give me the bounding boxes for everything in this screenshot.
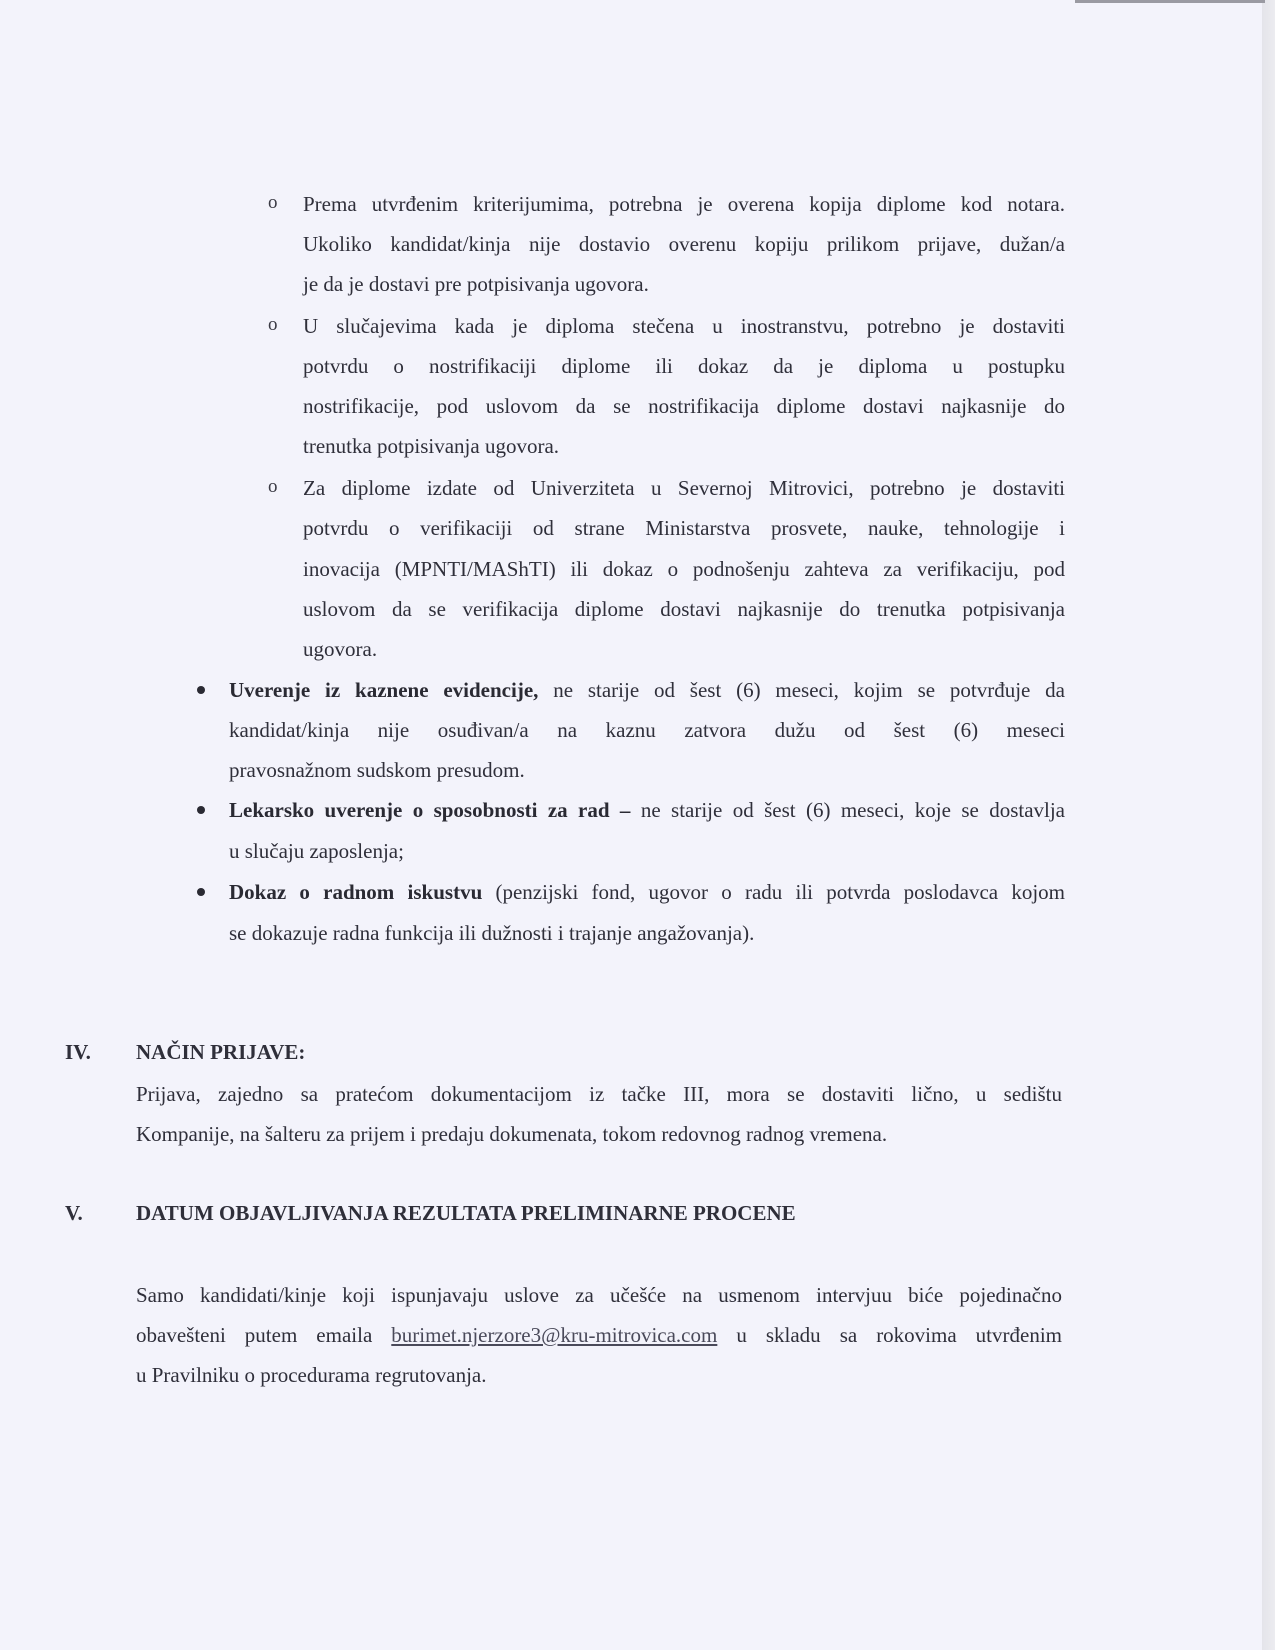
sub-bullet-marker: o (268, 314, 278, 335)
bullet-3-line-2: se dokazuje radna funkcija ili dužnosti i trajanje angažovanja). (229, 921, 755, 945)
bullet-1-line-3: pravosnažnom sudskom presudom. (229, 758, 525, 782)
scan-edge (1262, 0, 1275, 1650)
sub-item-3-line-3: inovacija (MPNTI/MAShTI) ili dokaz o podnošenju zahteva za verifikaciju, pod (303, 557, 1065, 581)
section-v-line-1: Samo kandidati/kinje koji ispunjavaju uslove za učešće na usmenom intervjuu biće pojedinačno (136, 1283, 1062, 1307)
section-iv-line-1: Prijava, zajedno sa pratećom dokumentacijom iz tačke III, mora se dostaviti lično, u sedištu (136, 1082, 1062, 1106)
section-v-line-2-before: obavešteni putem emaila (136, 1323, 392, 1347)
sub-item-2-line-3: nostrifikacije, pod uslovom da se nostrifikacija diplome dostavi najkasnije do (303, 394, 1065, 418)
section-v-line-2-after: u skladu sa rokovima utvrđenim (717, 1323, 1062, 1347)
sub-item-3-line-5: ugovora. (303, 637, 378, 661)
bullet-1-line-1 (229, 677, 1065, 703)
sub-item-1-line-3: je da je dostavi pre potpisivanja ugovora. (303, 272, 649, 296)
section-v-number: V. (65, 1201, 83, 1225)
sub-item-2-line-1: U slučajevima kada je diploma stečena u inostranstvu, potrebno je dostaviti (303, 314, 1065, 338)
section-v-line-2 (136, 1322, 1062, 1348)
bullet-3-line-1 (229, 879, 1065, 905)
sub-item-2-line-2: potvrdu o nostrifikaciji diplome ili dokaz da je diploma u postupku (303, 354, 1065, 378)
sub-item-3-line-4: uslovom da se verifikacija diplome dostavi najkasnije do trenutka potpisivanja (303, 597, 1065, 621)
sub-item-2-line-4: trenutka potpisivanja ugovora. (303, 434, 560, 458)
section-iv-title: NAČIN PRIJAVE: (136, 1040, 306, 1064)
section-v-line-3: u Pravilniku o procedurama regrutovanja. (136, 1363, 487, 1387)
bullet-3-bold: Dokaz o radnom iskustvu (229, 880, 483, 904)
bullet-1-line-2: kandidat/kinja nije osuđivan/a na kaznu zatvora dužu od šest (6) meseci (229, 718, 1065, 742)
section-iv-number: IV. (65, 1040, 91, 1064)
sub-bullet-marker: o (268, 192, 278, 213)
email-link[interactable]: burimet.njerzore3@kru-mitrovica.com (391, 1323, 718, 1347)
sub-item-1-line-1: Prema utvrđenim kriterijumima, potrebna je overena kopija diplome kod notara. (303, 192, 1065, 216)
bullet-2-bold: Lekarsko uverenje o sposobnosti za rad – (229, 798, 631, 822)
bullet-icon (197, 888, 205, 896)
bullet-2-line-1 (229, 797, 1065, 823)
bullet-3-rest: (penzijski fond, ugovor o radu ili potvrda poslodavca kojom (482, 880, 1065, 904)
bullet-2-rest: ne starije od šest (6) meseci, koje se dostavlja (630, 798, 1066, 822)
section-iv-line-2: Kompanije, na šalteru za prijem i predaju dokumenata, tokom redovnog radnog vremena. (136, 1122, 888, 1146)
sub-bullet-marker: o (268, 476, 278, 497)
sub-item-3-line-1: Za diplome izdate od Univerziteta u Severnoj Mitrovici, potrebno je dostaviti (303, 476, 1065, 500)
sub-item-3-line-2: potvrdu o verifikaciji od strane Ministarstva prosvete, nauke, tehnologije i (303, 516, 1065, 540)
bullet-1-rest: ne starije od šest (6) meseci, kojim se potvrđuje da (538, 678, 1065, 702)
section-v-title: DATUM OBJAVLJIVANJA REZULTATA PRELIMINARNE PROCENE (136, 1201, 796, 1225)
scan-top-mark (1075, 0, 1265, 3)
bullet-1-bold: Uverenje iz kaznene evidencije, (229, 678, 539, 702)
bullet-2-line-2: u slučaju zaposlenja; (229, 839, 404, 863)
sub-item-1-line-2: Ukoliko kandidat/kinja nije dostavio overenu kopiju prilikom prijave, dužan/a (303, 232, 1065, 256)
bullet-icon (197, 806, 205, 814)
bullet-icon (197, 686, 205, 694)
